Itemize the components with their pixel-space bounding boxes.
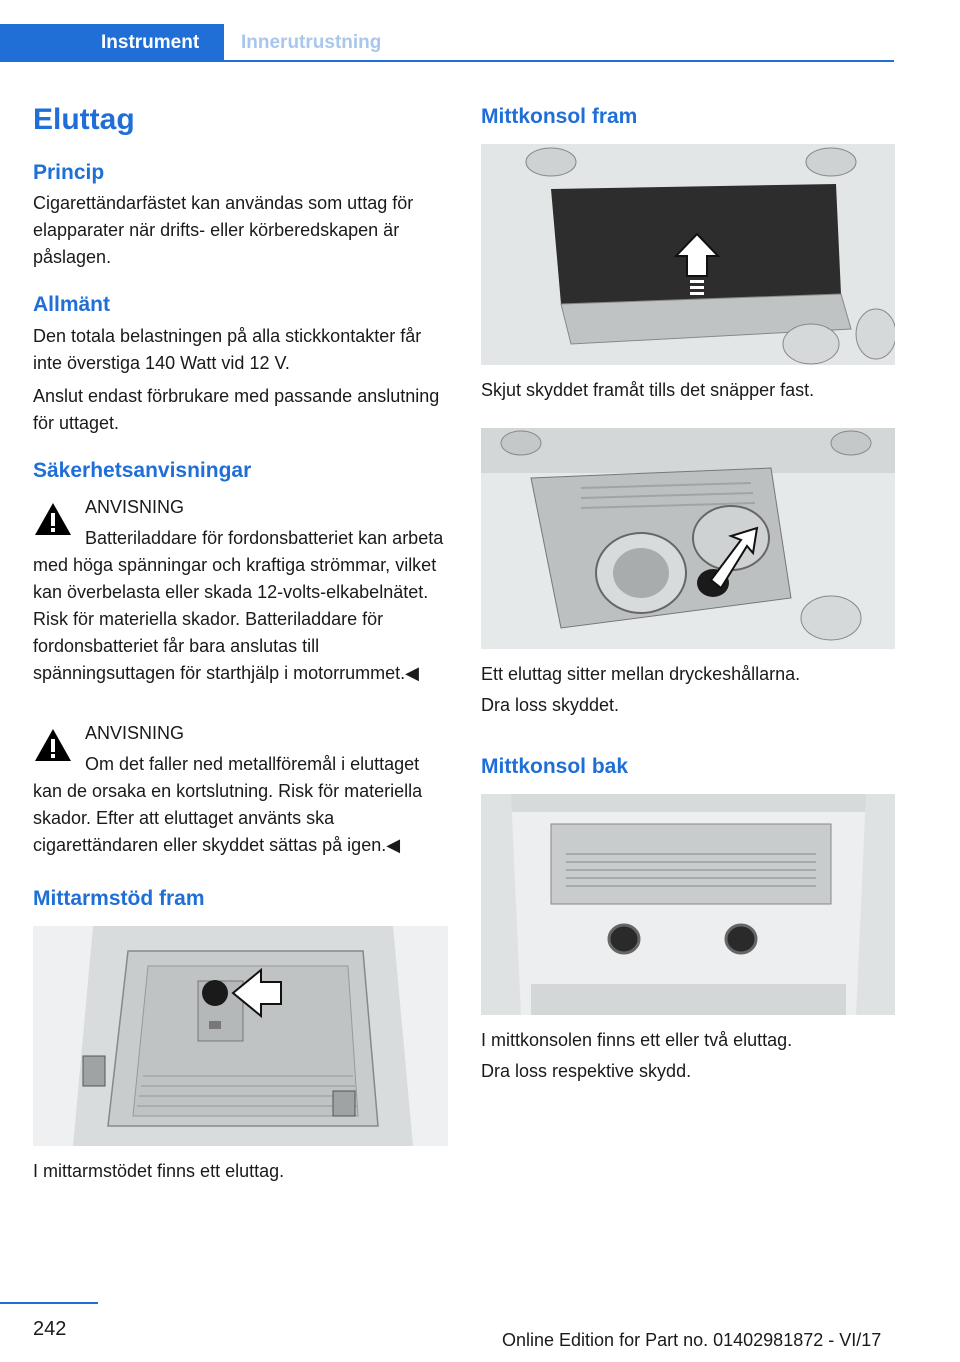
front-console-socket-illustration <box>481 428 895 649</box>
notice2-text: Om det faller ned metallföremål i eluttaget kan de orsaka en kortslutning. Risk för materiella skador. Efter att eluttaget använts ska cigarettändaren eller skyddet sättas på igen.◀ <box>33 754 423 855</box>
notice1-label: ANVISNING <box>85 497 185 517</box>
page-title: Eluttag <box>33 103 135 136</box>
edition-note: Online Edition for Part no. 01402981872 - VI/17 <box>502 1330 882 1350</box>
general-text-2: Anslut endast förbrukare med passande anslutning för uttaget. <box>33 386 440 433</box>
front-console-heading: Mittkonsol fram <box>481 105 638 128</box>
armrest-illustration <box>33 926 448 1146</box>
rear-console-heading: Mittkonsol bak <box>481 755 629 778</box>
tab-innerutrustning[interactable]: Innerutrustning <box>241 32 382 53</box>
general-text-1: Den totala belastningen på alla stickkontakter får inte överstiga 140 Watt vid 12 V. <box>33 326 422 373</box>
front-caption-3: Dra loss skyddet. <box>481 695 620 715</box>
principle-heading: Princip <box>33 161 105 184</box>
armrest-caption: I mittarmstödet finns ett eluttag. <box>33 1161 285 1181</box>
armrest-heading: Mittarmstöd fram <box>33 887 205 910</box>
tab-instrument[interactable]: Instrument <box>0 24 224 62</box>
front-caption: Skjut skyddet framåt tills det snäpper fast. <box>481 380 815 400</box>
footer-rule <box>0 1302 98 1304</box>
front-caption-2: Ett eluttag sitter mellan dryckeshållarna. <box>481 664 801 684</box>
header-tabbar <box>0 24 894 62</box>
safety-heading: Säkerhetsanvisningar <box>33 459 252 482</box>
front-console-cover-illustration <box>481 144 895 365</box>
notice1-text: Batteriladdare för fordonsbatteriet kan arbeta med höga spänningar och kraftiga strömmar, vilket kan överbelasta eller skada 12-volts-elkabelnätet. Risk för materiella skador. Batteriladdare för fordonsbatteriet får bara anslutas till spänningsuttagen för starthjälp i motorrummet.◀ <box>33 528 444 683</box>
rear-caption-1: I mittkonsolen finns ett eller två eluttag. <box>481 1030 793 1050</box>
notice2-label: ANVISNING <box>85 723 185 743</box>
principle-text: Cigarettändarfästet kan användas som uttag för elapparater när drifts- eller körberedskapen är påslagen. <box>33 193 414 267</box>
rear-caption-2: Dra loss respektive skydd. <box>481 1061 692 1081</box>
general-heading: Allmänt <box>33 293 111 316</box>
page-number: 242 <box>33 1318 67 1340</box>
rear-console-illustration <box>481 794 895 1015</box>
